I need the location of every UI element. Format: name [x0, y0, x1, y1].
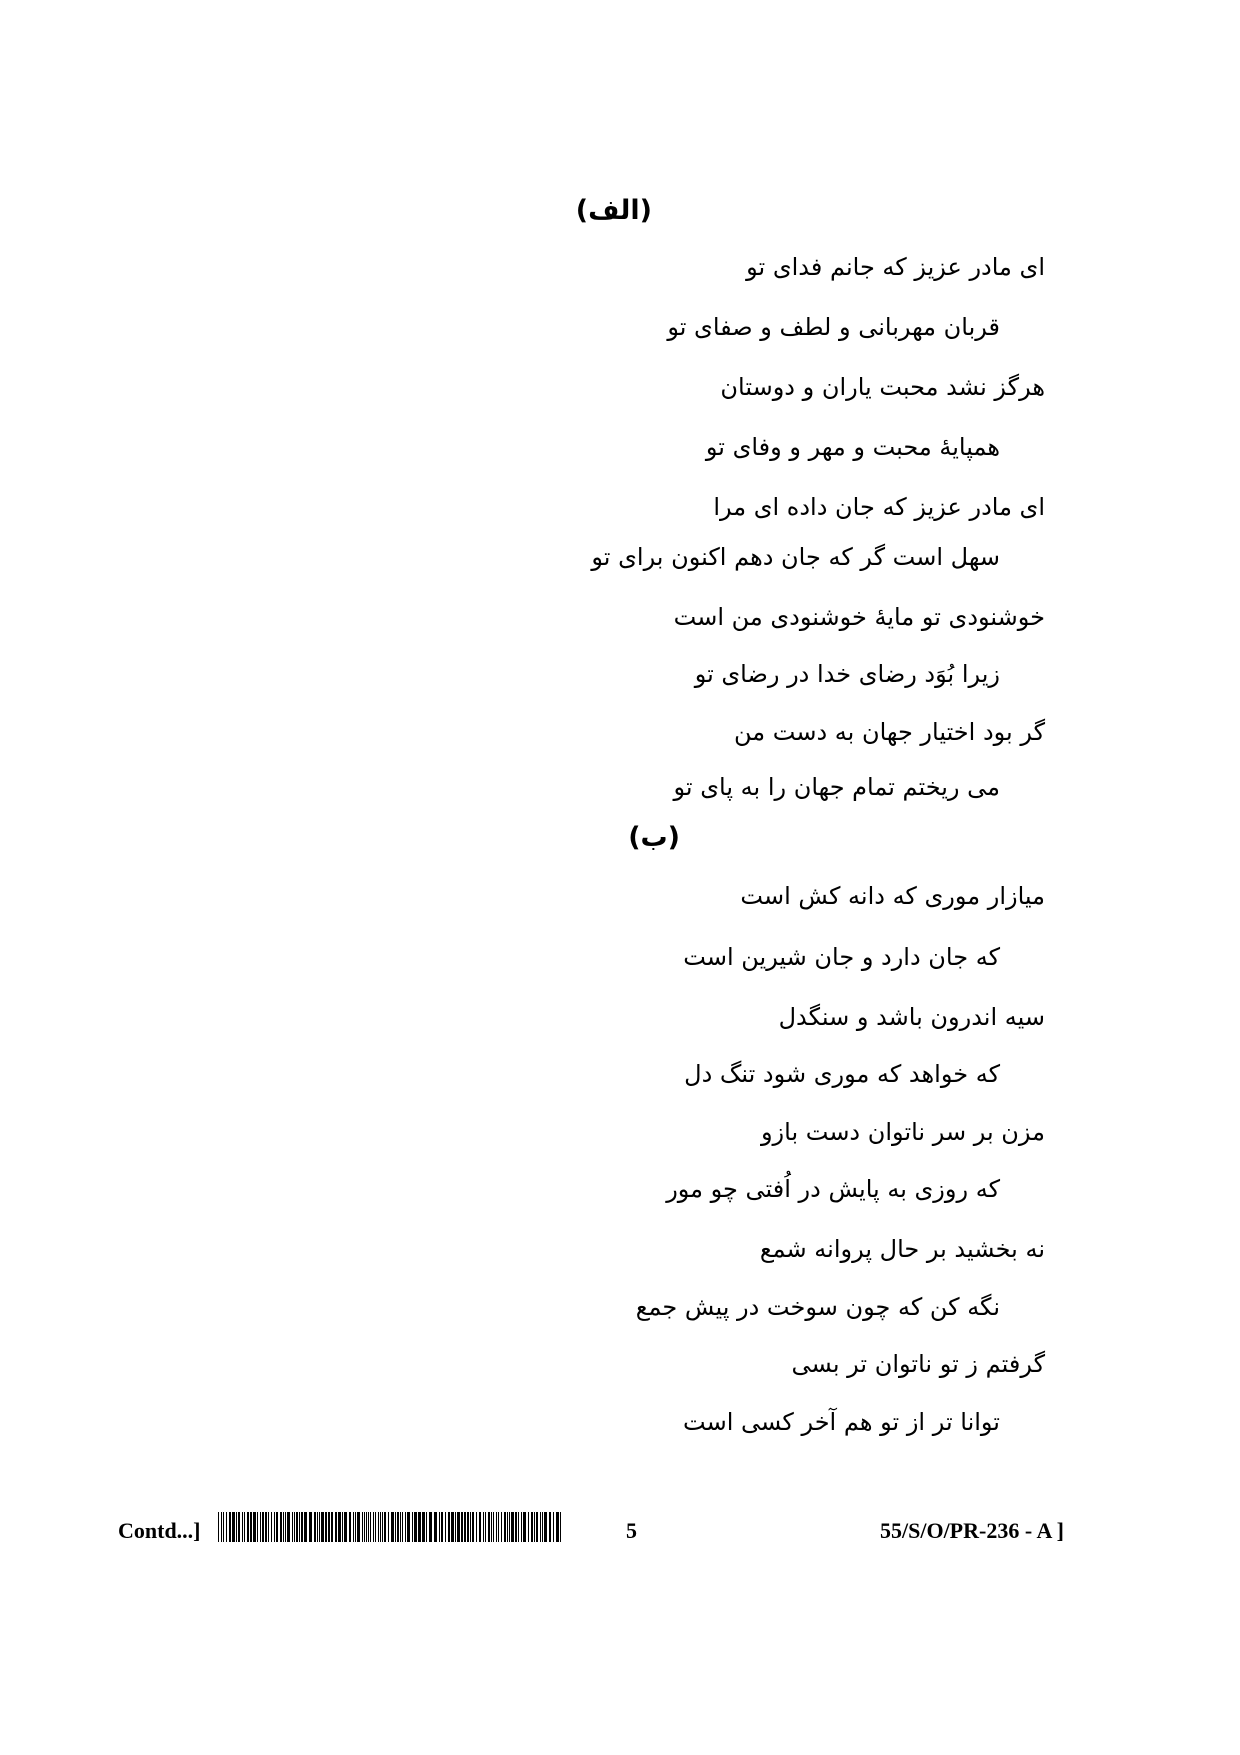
barcode-bar — [223, 1512, 224, 1542]
barcode-bar — [344, 1512, 347, 1542]
barcode-bar — [218, 1512, 219, 1542]
barcode-bar — [511, 1512, 514, 1542]
verse-line: که خواهد که موری شود تنگ دل — [684, 1060, 1000, 1088]
barcode-bar — [518, 1512, 519, 1542]
verse-line: توانا تر از تو هم آخر کسی است — [683, 1408, 1000, 1436]
barcode-bar — [439, 1512, 440, 1542]
barcode-bar — [373, 1512, 374, 1542]
verse-line: هرگز نشد محبت یاران و دوستان — [720, 373, 1045, 401]
verse-line: می ریختم تمام جهان را به پای تو — [673, 773, 1000, 801]
barcode-bar — [276, 1512, 278, 1542]
verse-line: سیه اندرون باشد و سنگدل — [778, 1003, 1045, 1031]
barcode-bar — [523, 1512, 526, 1542]
barcode-bar — [242, 1512, 243, 1542]
barcode-bar — [262, 1512, 264, 1542]
verse-line: که جان دارد و جان شیرین است — [683, 943, 1000, 971]
barcode-bar — [296, 1512, 298, 1542]
barcode-bar — [434, 1512, 437, 1542]
barcode-bar — [268, 1512, 269, 1542]
verse-line: سهل است گر که جان دهم اکنون برای تو — [591, 543, 1000, 571]
barcode-bar — [534, 1512, 535, 1542]
barcode-bar — [328, 1512, 330, 1542]
verse-line: گرفتم ز تو ناتوان تر بسی — [791, 1350, 1045, 1378]
barcode-bar — [238, 1512, 240, 1542]
barcode-bar — [226, 1512, 227, 1542]
barcode-bar — [509, 1512, 510, 1542]
barcode-bar — [391, 1512, 394, 1542]
barcode-bar — [384, 1512, 386, 1542]
barcode-bar — [285, 1512, 286, 1542]
barcode-bar — [560, 1512, 561, 1542]
contd-label: Contd...] — [118, 1518, 201, 1543]
barcode-bar — [549, 1512, 551, 1542]
barcode-bar — [260, 1512, 261, 1542]
barcode-bar — [274, 1512, 275, 1542]
barcode-bar — [380, 1512, 381, 1542]
verse-line: خوشنودی تو مایهٔ خوشنودی من است — [673, 603, 1045, 631]
barcode-bar — [301, 1512, 303, 1542]
verse-line: مزن بر سر ناتوان دست بازو — [760, 1118, 1045, 1146]
barcode-bar — [338, 1512, 341, 1542]
barcode-bar — [244, 1512, 245, 1542]
barcode-bar — [342, 1512, 343, 1542]
barcode-bar — [382, 1512, 383, 1542]
barcode-bar — [362, 1512, 363, 1542]
barcode-bar — [483, 1512, 484, 1542]
barcode-bar — [265, 1512, 267, 1542]
barcode-bar — [426, 1512, 427, 1542]
barcode-bar — [472, 1512, 474, 1542]
barcode-bar — [485, 1512, 486, 1542]
barcode-bar — [501, 1512, 502, 1542]
barcode-bar — [455, 1512, 456, 1542]
barcode-bar — [366, 1512, 367, 1542]
verse-line: قربان مهربانی و لطف و صفای تو — [667, 313, 1000, 341]
barcode-bar — [400, 1512, 401, 1542]
barcode-bar — [388, 1512, 389, 1542]
barcode-bar — [375, 1512, 376, 1542]
barcode-bar — [355, 1512, 356, 1542]
verse-line: گر بود اختیار جهان به دست من — [734, 718, 1045, 746]
barcode-bar — [491, 1512, 492, 1542]
barcode-bar — [461, 1512, 463, 1542]
barcode-bar — [479, 1512, 481, 1542]
barcode-bar — [314, 1512, 316, 1542]
barcode-bar — [448, 1512, 450, 1542]
barcode-bar — [553, 1512, 554, 1542]
barcode-bar — [331, 1512, 333, 1542]
barcode-bar — [528, 1512, 529, 1542]
barcode-bar — [250, 1512, 252, 1542]
barcode-bar — [280, 1512, 282, 1542]
barcode-bar — [253, 1512, 256, 1542]
barcode-bar — [309, 1512, 312, 1542]
verse-line: که روزی به پایش در اُفتی چو مور — [666, 1175, 1000, 1203]
barcode-bar — [441, 1512, 443, 1542]
barcode-bar — [319, 1512, 320, 1542]
barcode-bar — [556, 1512, 559, 1542]
verse-line: زیرا بُوَد رضای خدا در رضای تو — [694, 660, 1000, 688]
barcode-bar — [531, 1512, 533, 1542]
barcode-bar — [229, 1512, 231, 1542]
barcode-bar — [412, 1512, 413, 1542]
page-number: 5 — [626, 1518, 637, 1543]
barcode-bar — [325, 1512, 327, 1542]
barcode-bar — [287, 1512, 290, 1542]
barcode-bar — [283, 1512, 284, 1542]
barcode-bar — [397, 1512, 399, 1542]
barcode-bar — [395, 1512, 396, 1542]
barcode-bar — [457, 1512, 460, 1542]
barcode-bar — [378, 1512, 379, 1542]
barcode-bar — [402, 1512, 403, 1542]
barcode-bar — [540, 1512, 541, 1542]
barcode-bar — [496, 1512, 497, 1542]
barcode-bar — [422, 1512, 425, 1542]
barcode-bar — [451, 1512, 454, 1542]
barcode-bar — [544, 1512, 547, 1542]
barcode-bar — [464, 1512, 466, 1542]
barcode-bar — [317, 1512, 318, 1542]
barcode-bar — [429, 1512, 432, 1542]
barcode-bar — [507, 1512, 508, 1542]
barcode-bar — [536, 1512, 538, 1542]
barcode-bar — [467, 1512, 469, 1542]
barcode-bar — [521, 1512, 522, 1542]
barcode-bar — [364, 1512, 365, 1542]
barcode-bar — [335, 1512, 337, 1542]
section-b-label: (ب) — [628, 822, 680, 853]
barcode-bar — [470, 1512, 471, 1542]
barcode-bar — [515, 1512, 517, 1542]
verse-line: همپایهٔ محبت و مهر و وفای تو — [705, 433, 1000, 461]
paper-code: 55/S/O/PR-236 - A ] — [880, 1518, 1064, 1543]
barcode-bar — [498, 1512, 499, 1542]
barcode-bar — [236, 1512, 237, 1542]
barcode-bar — [321, 1512, 324, 1542]
barcode-bar — [542, 1512, 543, 1542]
barcode-bar — [292, 1512, 293, 1542]
section-a-label: (الف) — [575, 195, 652, 226]
barcode-bar — [504, 1512, 506, 1542]
barcode-bar — [370, 1512, 371, 1542]
barcode-bar — [232, 1512, 235, 1542]
verse-line: ای مادر عزیز که جانم فدای تو — [746, 253, 1045, 281]
barcode-bar — [476, 1512, 477, 1542]
barcode-bar — [407, 1512, 410, 1542]
verse-line: ای مادر عزیز که جان داده ای مرا — [713, 493, 1045, 521]
verse-line: نه بخشید بر حال پروانه شمع — [759, 1235, 1045, 1263]
barcode-bar — [405, 1512, 406, 1542]
verse-line: میازار موری که دانه کش است — [740, 882, 1045, 910]
barcode-bar — [221, 1512, 222, 1542]
barcode-bar — [294, 1512, 295, 1542]
barcode-bar — [357, 1512, 360, 1542]
barcode-bar — [299, 1512, 300, 1542]
barcode-bar — [247, 1512, 249, 1542]
barcode-bar — [353, 1512, 354, 1542]
barcode-bar — [271, 1512, 272, 1542]
barcode-bar — [493, 1512, 494, 1542]
barcode-bar — [304, 1512, 307, 1542]
verse-line: نگه کن که چون سوخت در پیش جمع — [635, 1293, 1000, 1321]
barcode-bar — [414, 1512, 417, 1542]
barcode-image — [218, 1512, 563, 1542]
barcode-bar — [445, 1512, 446, 1542]
barcode-bar — [418, 1512, 421, 1542]
barcode-bar — [349, 1512, 351, 1542]
barcode-bar — [368, 1512, 369, 1542]
barcode-bar — [488, 1512, 490, 1542]
barcode-bar — [257, 1512, 258, 1542]
